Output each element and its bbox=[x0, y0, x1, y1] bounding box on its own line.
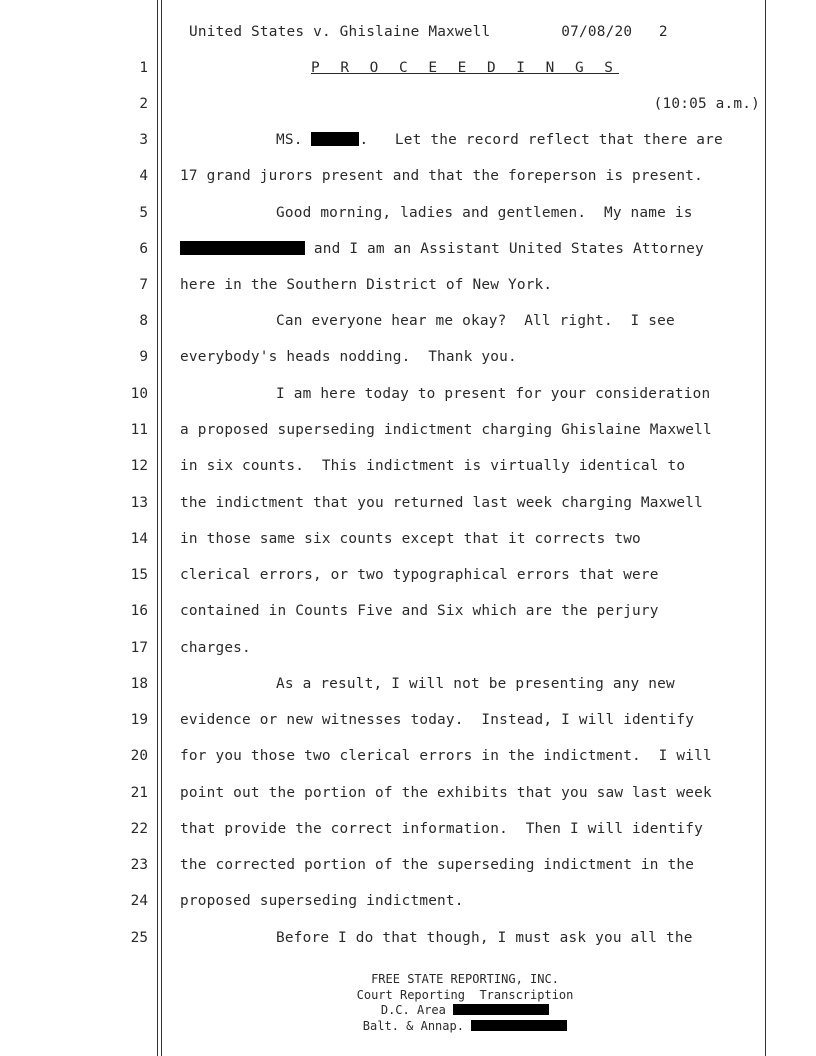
case-title: United States v. Ghislaine Maxwell bbox=[189, 24, 491, 40]
transcript-line: I am here today to present for your consideration bbox=[276, 386, 711, 402]
speaker-label: MS. bbox=[276, 132, 312, 148]
dc-phone-line: D.C. Area bbox=[170, 1003, 760, 1019]
line-number: 9 bbox=[139, 349, 148, 365]
transcript-line: for you those two clerical errors in the indictment. I will bbox=[180, 748, 712, 764]
line-number: 12 bbox=[130, 458, 148, 474]
line-number: 10 bbox=[130, 386, 148, 402]
line-number: 2 bbox=[139, 96, 148, 112]
transcript-line: point out the portion of the exhibits that you saw last week bbox=[180, 785, 712, 801]
line-number: 18 bbox=[130, 676, 148, 692]
reporting-service: Court Reporting Transcription bbox=[356, 987, 574, 1002]
transcript-line: in six counts. This indictment is virtually identical to bbox=[180, 458, 686, 474]
line-number: 3 bbox=[139, 132, 148, 148]
reporting-company: FREE STATE REPORTING, INC. bbox=[371, 972, 559, 986]
transcript-line: 17 grand jurors present and that the foreperson is present. bbox=[180, 168, 703, 184]
redaction-bar bbox=[311, 132, 359, 146]
line-number: 14 bbox=[130, 531, 148, 547]
line-number: 21 bbox=[130, 785, 148, 801]
reporter-footer bbox=[170, 972, 760, 1034]
line-number: 13 bbox=[130, 495, 148, 511]
transcript-line: everybody's heads nodding. Thank you. bbox=[180, 349, 517, 365]
transcript-line bbox=[170, 59, 760, 77]
transcript-line: the indictment that you returned last week charging Maxwell bbox=[180, 495, 703, 511]
transcript-line: that provide the correct information. Then I will identify bbox=[180, 821, 703, 837]
transcript-line: and I am an Assistant United States Attorney bbox=[180, 240, 704, 258]
transcript-line: evidence or new witnesses today. Instead, I will identify bbox=[180, 712, 695, 728]
margin-rule-left-inner bbox=[161, 0, 162, 1056]
line-number: 7 bbox=[139, 277, 148, 293]
line-number: 5 bbox=[139, 205, 148, 221]
line-number: 4 bbox=[139, 168, 148, 184]
baltimore-phone-line: Balt. & Annap. bbox=[170, 1019, 760, 1035]
line-number: 23 bbox=[130, 857, 148, 873]
transcript-line: As a result, I will not be presenting any new bbox=[276, 676, 675, 692]
line-number: 25 bbox=[130, 930, 148, 946]
line-number: 20 bbox=[130, 748, 148, 764]
transcript-line: Good morning, ladies and gentlemen. My name is bbox=[276, 205, 693, 221]
page-number: 2 bbox=[658, 24, 668, 40]
page-header bbox=[189, 24, 668, 40]
line-number: 6 bbox=[139, 241, 148, 257]
line-number: 19 bbox=[130, 712, 148, 728]
transcript-line: here in the Southern District of New York. bbox=[180, 277, 553, 293]
transcript-line: contained in Counts Five and Six which are the perjury bbox=[180, 603, 659, 619]
line-number: 24 bbox=[130, 893, 148, 909]
redaction-bar bbox=[180, 241, 305, 255]
transcript-date: 07/08/20 bbox=[561, 24, 633, 40]
proceedings-heading: P R O C E E D I N G S bbox=[311, 60, 619, 76]
line-number: 11 bbox=[130, 422, 148, 438]
transcript-line: Before I do that though, I must ask you all the bbox=[276, 930, 693, 946]
redaction-bar bbox=[471, 1020, 567, 1031]
transcript-line: a proposed superseding indictment charging Ghislaine Maxwell bbox=[180, 422, 712, 438]
margin-rule-right bbox=[765, 0, 766, 1056]
transcript-line: the corrected portion of the superseding indictment in the bbox=[180, 857, 695, 873]
transcript-line: Can everyone hear me okay? All right. I see bbox=[276, 313, 675, 329]
transcript-line: MS. . Let the record reflect that there are bbox=[276, 132, 723, 148]
transcript-line: (10:05 a.m.) bbox=[653, 96, 760, 112]
line-number: 16 bbox=[130, 603, 148, 619]
line-number: 17 bbox=[130, 640, 148, 656]
redaction-bar bbox=[453, 1004, 549, 1015]
transcript-line: in those same six counts except that it corrects two bbox=[180, 531, 641, 547]
line-number: 8 bbox=[139, 313, 148, 329]
line-number: 1 bbox=[139, 60, 148, 76]
transcript-line: proposed superseding indictment. bbox=[180, 893, 464, 909]
transcript-line: charges. bbox=[180, 640, 251, 656]
transcript-line: clerical errors, or two typographical errors that were bbox=[180, 567, 659, 583]
margin-rule-left-outer bbox=[157, 0, 158, 1056]
line-number: 22 bbox=[130, 821, 148, 837]
line-number: 15 bbox=[130, 567, 148, 583]
